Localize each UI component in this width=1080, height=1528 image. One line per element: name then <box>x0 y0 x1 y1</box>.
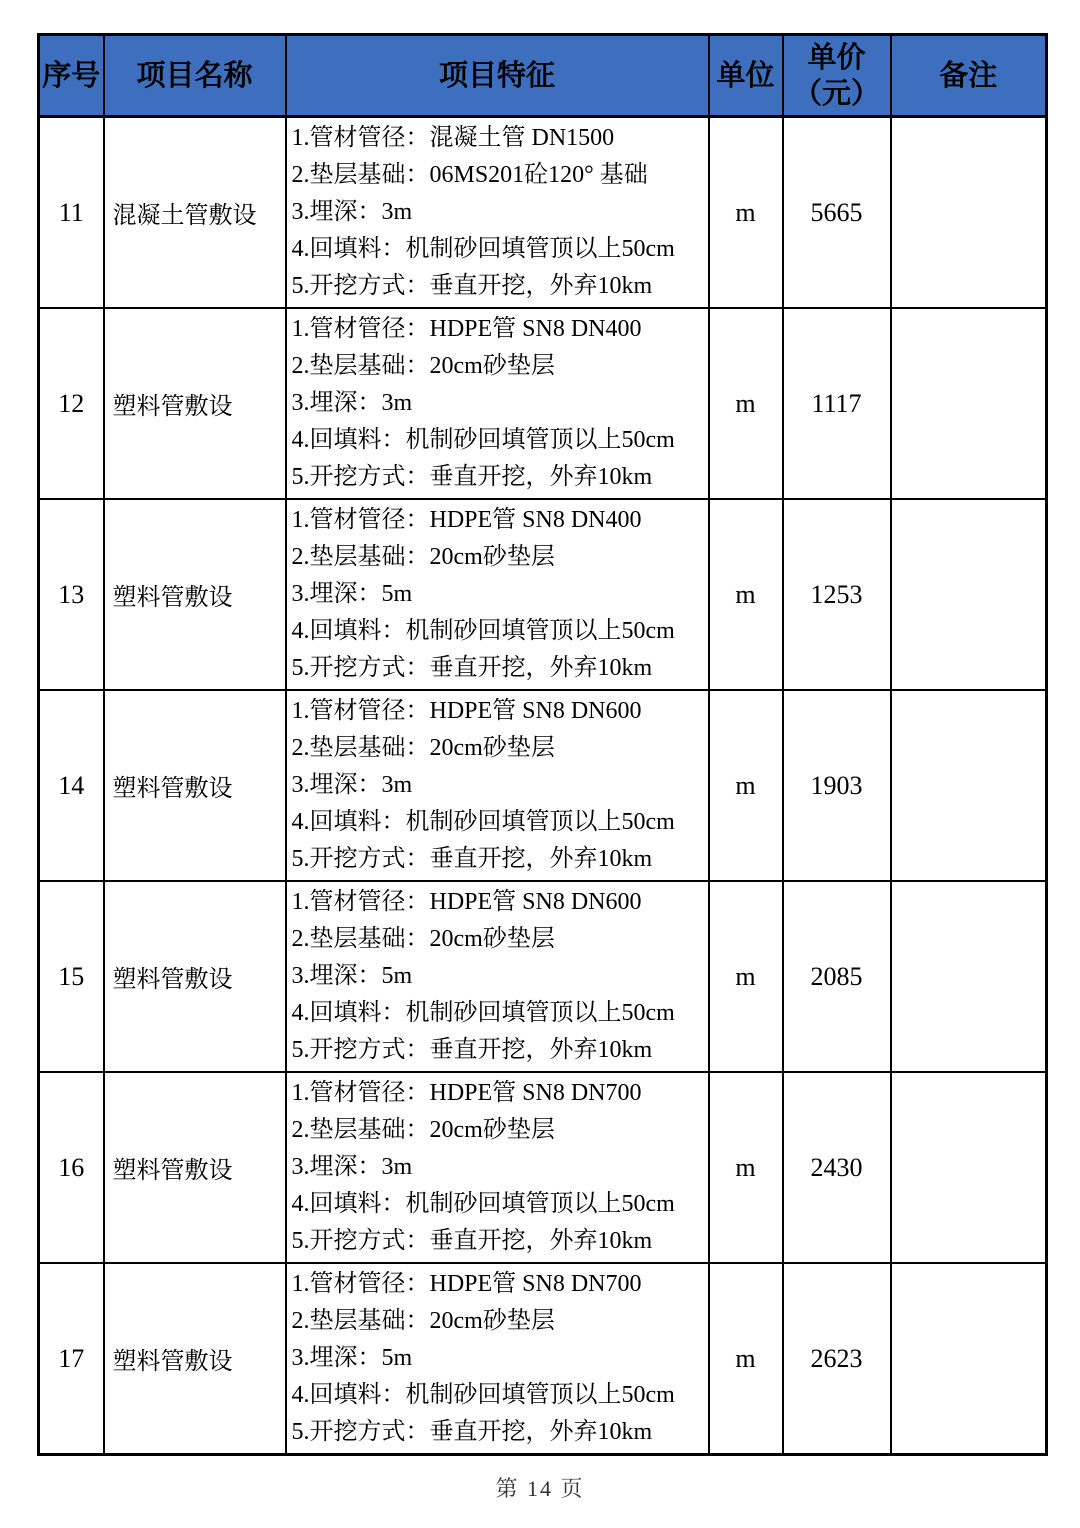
feature-line: 5.开挖方式：垂直开挖，外弃10km <box>291 1228 653 1254</box>
feature-line: 1.管材管径：HDPE管 SN8 DN600 <box>291 698 642 724</box>
project-features-cell <box>286 1263 709 1455</box>
project-name-cell: 塑料管敷设 <box>104 881 286 1072</box>
feature-line: 5.开挖方式：垂直开挖，外弃10km <box>291 273 653 299</box>
table-row <box>39 117 1047 309</box>
feature-line: 1.管材管径：HDPE管 SN8 DN700 <box>291 1080 642 1106</box>
header-price-line1: 单价 <box>807 41 866 74</box>
header-col-remarks: 备注 <box>891 35 1047 117</box>
feature-line: 1.管材管径：混凝土管 DN1500 <box>291 125 615 151</box>
feature-line: 3.埋深：3m <box>291 1154 413 1180</box>
feature-line: 4.回填料：机制砂回填管顶以上50cm <box>291 427 675 453</box>
feature-line: 5.开挖方式：垂直开挖，外弃10km <box>291 1037 653 1063</box>
feature-line: 1.管材管径：HDPE管 SN8 DN600 <box>291 889 642 915</box>
feature-line: 1.管材管径：HDPE管 SN8 DN400 <box>291 316 642 342</box>
header-col-features: 项目特征 <box>286 35 709 117</box>
feature-line: 2.垫层基础：20cm砂垫层 <box>291 353 555 379</box>
row-number-cell: 15 <box>39 881 104 1072</box>
header-col-unit: 单位 <box>709 35 783 117</box>
row-number-cell: 11 <box>39 117 104 309</box>
unit-cell: m <box>709 690 783 881</box>
remarks-cell <box>891 499 1047 690</box>
table-row <box>39 1072 1047 1263</box>
table-row <box>39 690 1047 881</box>
row-number-cell: 14 <box>39 690 104 881</box>
unit-price-cell: 2085 <box>783 881 891 1072</box>
feature-line: 5.开挖方式：垂直开挖，外弃10km <box>291 846 653 872</box>
project-name-cell: 塑料管敷设 <box>104 499 286 690</box>
price-table <box>37 33 1048 1456</box>
project-features-cell <box>286 499 709 690</box>
feature-line: 5.开挖方式：垂直开挖，外弃10km <box>291 464 653 490</box>
table-row <box>39 881 1047 1072</box>
unit-price-cell: 1117 <box>783 308 891 499</box>
feature-line: 4.回填料：机制砂回填管顶以上50cm <box>291 809 675 835</box>
unit-price-cell: 1903 <box>783 690 891 881</box>
feature-line: 2.垫层基础：20cm砂垫层 <box>291 926 555 952</box>
project-features-cell <box>286 308 709 499</box>
feature-line: 2.垫层基础：20cm砂垫层 <box>291 735 555 761</box>
feature-line: 2.垫层基础：20cm砂垫层 <box>291 544 555 570</box>
unit-cell: m <box>709 308 783 499</box>
project-name-cell: 塑料管敷设 <box>104 1263 286 1455</box>
row-number-cell: 17 <box>39 1263 104 1455</box>
feature-line: 4.回填料：机制砂回填管顶以上50cm <box>291 1191 675 1217</box>
unit-cell: m <box>709 117 783 309</box>
header-col-no: 序号 <box>39 35 104 117</box>
table-header-row <box>39 35 1047 117</box>
project-features-cell <box>286 881 709 1072</box>
unit-price-cell: 1253 <box>783 499 891 690</box>
table-row <box>39 1263 1047 1455</box>
unit-cell: m <box>709 881 783 1072</box>
header-col-name: 项目名称 <box>104 35 286 117</box>
unit-cell: m <box>709 499 783 690</box>
remarks-cell <box>891 690 1047 881</box>
feature-line: 3.埋深：3m <box>291 772 413 798</box>
feature-line: 4.回填料：机制砂回填管顶以上50cm <box>291 618 675 644</box>
unit-cell: m <box>709 1263 783 1455</box>
feature-line: 3.埋深：5m <box>291 1345 413 1371</box>
feature-line: 2.垫层基础：20cm砂垫层 <box>291 1117 555 1143</box>
table-row <box>39 308 1047 499</box>
feature-line: 3.埋深：5m <box>291 963 413 989</box>
remarks-cell <box>891 117 1047 309</box>
feature-line: 3.埋深：3m <box>291 199 413 225</box>
remarks-cell <box>891 308 1047 499</box>
unit-price-cell: 2623 <box>783 1263 891 1455</box>
remarks-cell <box>891 1263 1047 1455</box>
project-name-cell: 混凝土管敷设 <box>104 117 286 309</box>
unit-price-cell: 2430 <box>783 1072 891 1263</box>
project-features-cell <box>286 1072 709 1263</box>
header-price-line2: （元） <box>792 77 880 110</box>
page-number: 第 14 页 <box>495 1476 585 1501</box>
feature-line: 5.开挖方式：垂直开挖，外弃10km <box>291 655 653 681</box>
feature-line: 4.回填料：机制砂回填管顶以上50cm <box>291 1000 675 1026</box>
project-features-cell <box>286 690 709 881</box>
feature-line: 3.埋深：5m <box>291 581 413 607</box>
project-name-cell: 塑料管敷设 <box>104 308 286 499</box>
remarks-cell <box>891 881 1047 1072</box>
feature-line: 5.开挖方式：垂直开挖，外弃10km <box>291 1419 653 1445</box>
row-number-cell: 13 <box>39 499 104 690</box>
feature-line: 1.管材管径：HDPE管 SN8 DN700 <box>291 1271 642 1297</box>
table-row <box>39 499 1047 690</box>
project-name-cell: 塑料管敷设 <box>104 690 286 881</box>
unit-cell: m <box>709 1072 783 1263</box>
feature-line: 3.埋深：3m <box>291 390 413 416</box>
feature-line: 4.回填料：机制砂回填管顶以上50cm <box>291 1382 675 1408</box>
feature-line: 1.管材管径：HDPE管 SN8 DN400 <box>291 507 642 533</box>
feature-line: 2.垫层基础：20cm砂垫层 <box>291 1308 555 1334</box>
project-features-cell <box>286 117 709 309</box>
row-number-cell: 12 <box>39 308 104 499</box>
project-name-cell: 塑料管敷设 <box>104 1072 286 1263</box>
header-col-price <box>783 35 891 117</box>
feature-line: 4.回填料：机制砂回填管顶以上50cm <box>291 236 675 262</box>
unit-price-cell: 5665 <box>783 117 891 309</box>
row-number-cell: 16 <box>39 1072 104 1263</box>
remarks-cell <box>891 1072 1047 1263</box>
feature-line: 2.垫层基础：06MS201砼120° 基础 <box>291 162 648 188</box>
